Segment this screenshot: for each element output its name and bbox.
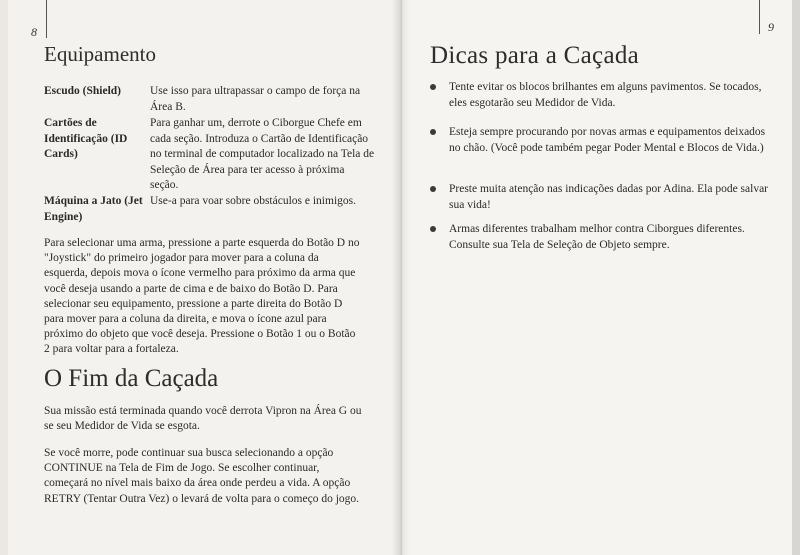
equipment-term: Escudo (Shield): [44, 85, 122, 97]
continue-paragraph: Se você morre, pode continuar sua busca selecionando a opção CONTINUE na Tela de Fim de Jogo. Se escolher continuar, começará no nível mais baixo da área onde perdeu a vida. A opção RETRY (Tentar Outra Vez) o levará de volta para o começo do jogo.: [44, 447, 360, 505]
left-page-number: 8: [31, 25, 37, 39]
equipment-description: Use isso para ultrapassar o campo de força na Área B.: [150, 85, 361, 113]
bullet-icon: [430, 129, 436, 135]
equipment-description: Para ganhar um, derrote o Ciborgue Chefe em cada seção. Introduza o Cartão de Identificação no terminal de computador localizado na Tela de Seleção de Área para ter acesso à próxima seção.: [150, 117, 375, 191]
tips-heading: Dicas para a Caçada: [430, 42, 640, 69]
tip-text: Tente evitar os blocos brilhantes em alguns pavimentos. Se tocados, eles esgotarão seu Medidor de Vida.: [449, 81, 762, 109]
tip-text: Armas diferentes trabalham melhor contra Ciborgues diferentes. Consulte sua Tela de Seleção de Objeto sempre.: [449, 223, 745, 251]
equipment-term: Cartões de Identificação (ID Cards): [44, 117, 128, 160]
weapon-selection-paragraph: Para selecionar uma arma, pressione a parte esquerda do Botão D no "Joystick" do primeiro jogador para mover para a coluna da esquerda, depois mova o ícone vermelho para próximo da arma que você deseja usando a parte de cima e de baixo do Botão D. Para selecionar seu equipamento, pressione a parte direita do Botão D para mover para a coluna da direita, e mova o ícone azul para próximo do objeto que você deseja. Pressione o Botão 1 ou o Botão 2 para voltar para a fortaleza.: [44, 237, 360, 356]
bullet-icon: [430, 226, 436, 232]
bullet-icon: [430, 186, 436, 192]
equipment-description: Use-a para voar sobre obstáculos e inimigos.: [150, 195, 356, 207]
end-of-hunt-heading: O Fim da Caçada: [44, 365, 219, 392]
right-margin-rule: [759, 0, 760, 34]
page-gutter: [392, 0, 410, 555]
tip-text: Preste muita atenção nas indicações dadas por Adina. Ela pode salvar sua vida!: [449, 183, 769, 211]
bullet-icon: [430, 84, 436, 90]
tip-text: Esteja sempre procurando por novas armas e equipamentos deixados no chão. (Você pode também pegar Poder Mental e Blocos de Vida.): [449, 126, 766, 154]
right-page-number: 9: [768, 20, 774, 34]
equipment-heading: Equipamento: [44, 42, 156, 66]
left-margin-rule: [46, 0, 47, 38]
page-edge: [792, 0, 800, 555]
end-of-hunt-paragraph: Sua missão está terminada quando você derrota Vipron na Área G ou se seu Medidor de Vida se esgota.: [44, 405, 362, 433]
equipment-term: Máquina a Jato (Jet Engine): [44, 195, 143, 223]
